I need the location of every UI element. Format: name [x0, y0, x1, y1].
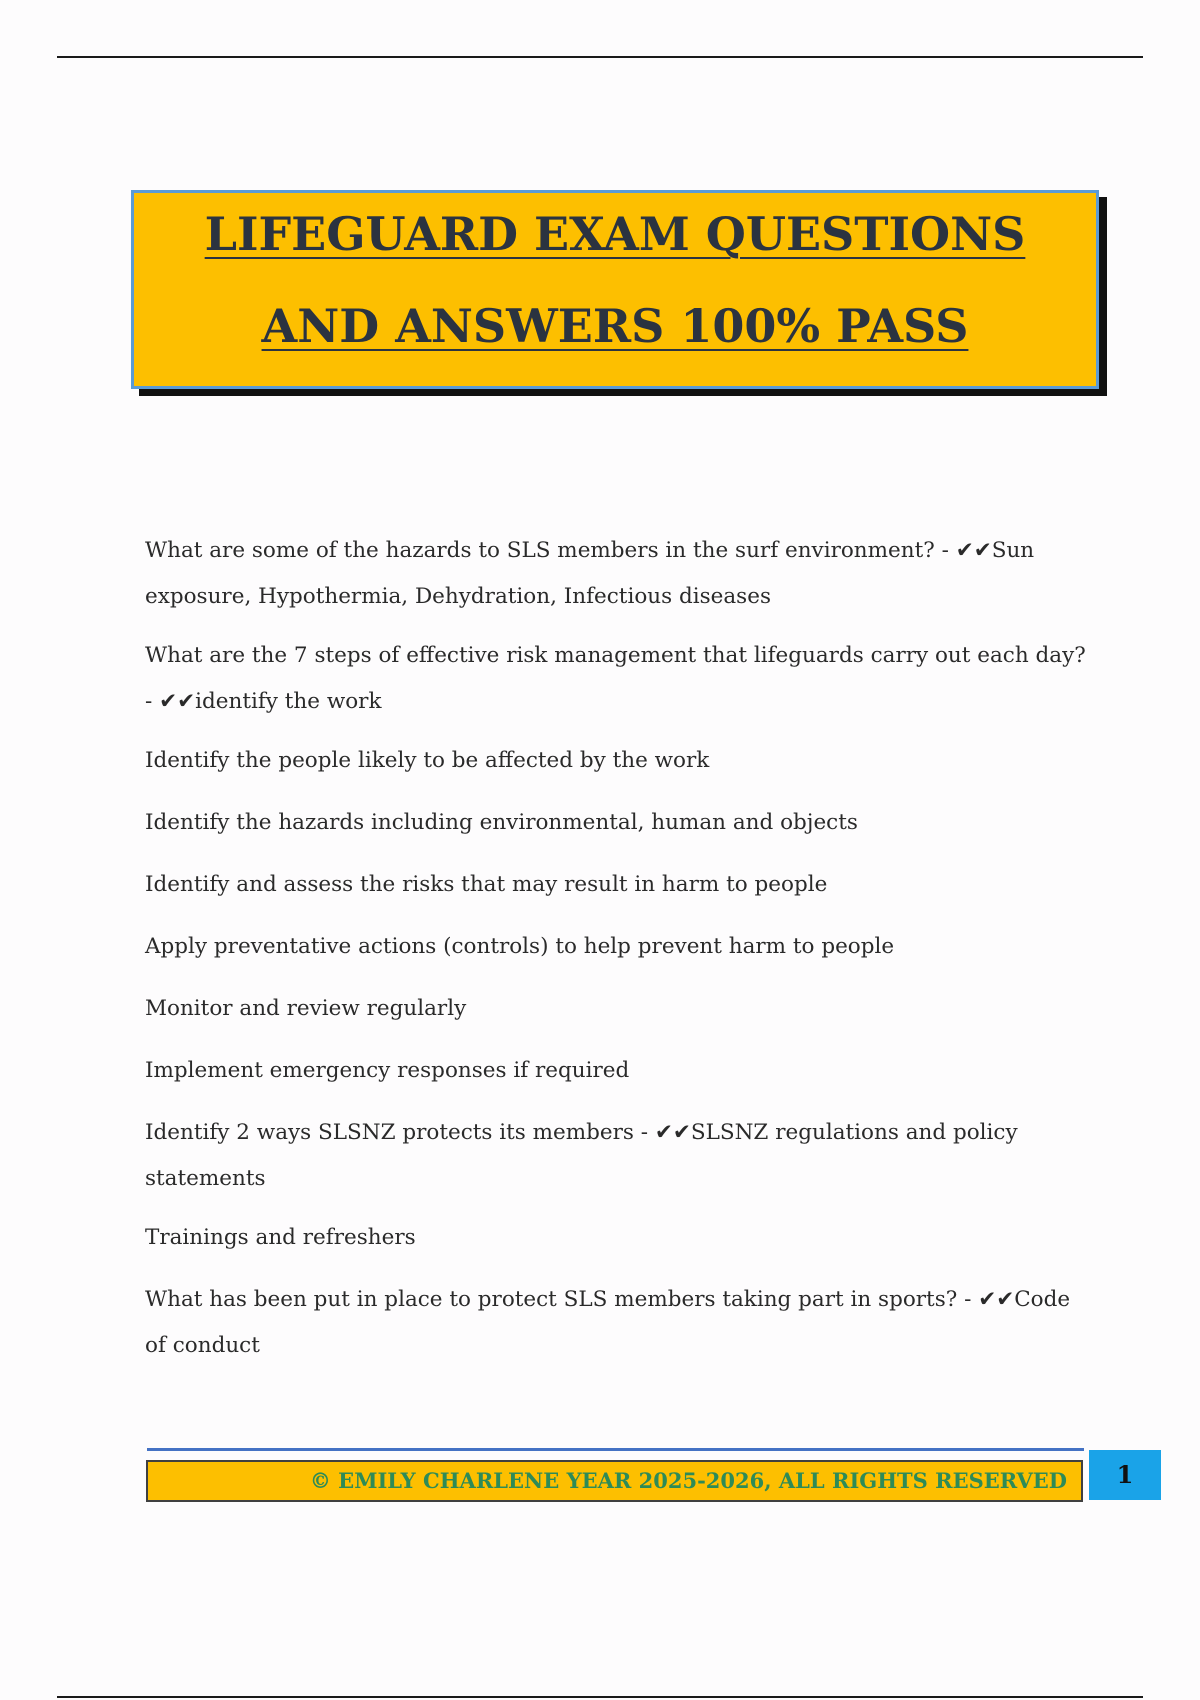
footer-copyright: © EMILY CHARLENE YEAR 2025-2026, ALL RIGHTS RESERVED: [146, 1460, 1083, 1502]
document-body: [145, 528, 1090, 1382]
paragraph: Apply preventative actions (controls) to help prevent harm to people: [145, 934, 895, 959]
paragraph: Trainings and refreshers: [145, 1225, 416, 1250]
document-title-line-2: AND ANSWERS 100% PASS: [261, 299, 969, 353]
paragraph: Identify 2 ways SLSNZ protects its members - ✔✔SLSNZ regulations and policy statements: [145, 1120, 1018, 1191]
page-number: 1: [1089, 1450, 1161, 1500]
top-rule: [57, 56, 1143, 58]
paragraph: Identify and assess the risks that may result in harm to people: [145, 872, 828, 897]
bottom-rule: [57, 1696, 1143, 1698]
footer-rule: [147, 1448, 1084, 1451]
paragraph: Monitor and review regularly: [145, 996, 467, 1021]
paragraph: What has been put in place to protect SLS members taking part in sports? - ✔✔Code of conduct: [145, 1287, 1071, 1358]
paragraph: What are some of the hazards to SLS members in the surf environment? - ✔✔Sun exposure, Hypothermia, Dehydration, Infectious diseases: [145, 538, 1035, 609]
paragraph: Identify the hazards including environmental, human and objects: [145, 810, 858, 835]
paragraph: Identify the people likely to be affected by the work: [145, 748, 710, 773]
title-banner: [131, 190, 1099, 389]
paragraph: Implement emergency responses if required: [145, 1058, 630, 1083]
document-title-line-1: LIFEGUARD EXAM QUESTIONS: [204, 207, 1026, 261]
paragraph: What are the 7 steps of effective risk management that lifeguards carry out each day? - ✔✔identify the work: [145, 643, 1086, 714]
